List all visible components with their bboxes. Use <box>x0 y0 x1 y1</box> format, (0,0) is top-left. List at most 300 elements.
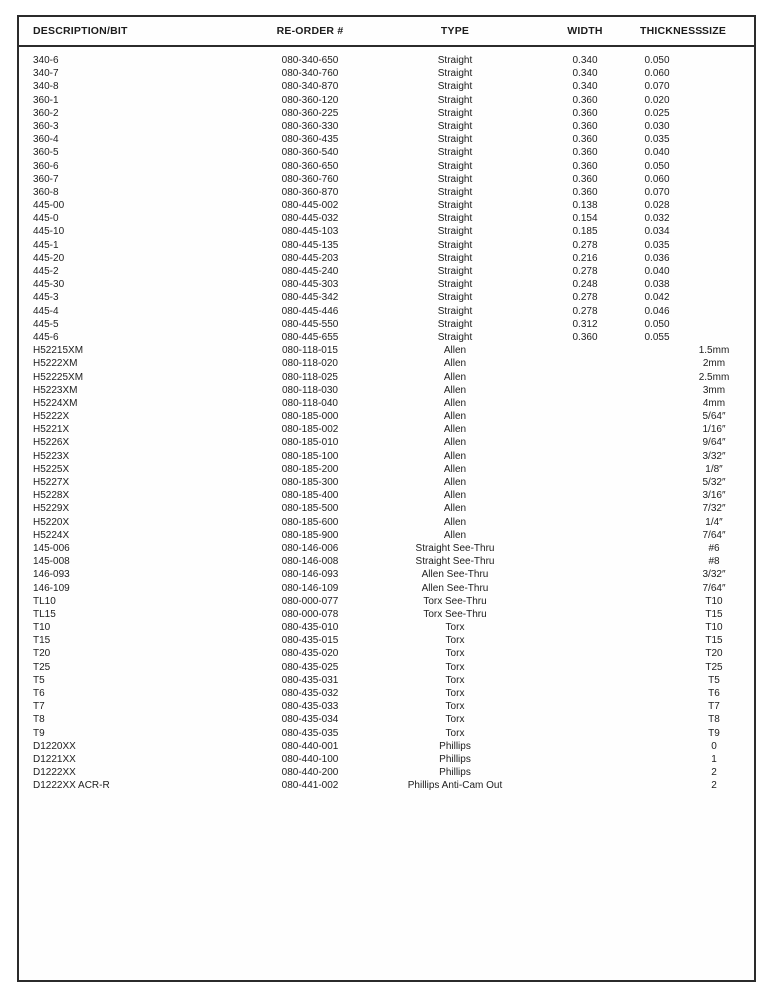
cell-description: H5227X <box>33 477 70 488</box>
table-row <box>19 94 754 107</box>
cell-type: Straight <box>437 331 473 343</box>
cell-thickness <box>640 555 674 568</box>
cell-thickness: 0.050 <box>644 55 670 66</box>
cell-width <box>530 436 640 449</box>
cell-width <box>530 621 640 634</box>
cell-size <box>674 80 754 93</box>
cell-description: H5224XM <box>33 397 78 409</box>
cell-width: 0.360 <box>572 186 598 198</box>
cell-width <box>530 397 640 410</box>
cell-size <box>674 331 754 344</box>
cell-reorder-number: 080-360-760 <box>281 173 339 185</box>
cell-description: 340-6 <box>33 55 59 66</box>
table-row <box>19 371 754 384</box>
cell-reorder-number: 080-445-103 <box>281 226 339 238</box>
cell-size: T9 <box>708 727 720 739</box>
table-row <box>19 146 754 159</box>
table-row <box>19 568 754 581</box>
cell-type: Allen See-Thru <box>421 569 489 581</box>
table-row <box>19 54 754 67</box>
cell-thickness: 0.038 <box>644 279 670 291</box>
cell-width <box>530 608 640 621</box>
table-row <box>19 252 754 265</box>
cell-description: T7 <box>33 701 45 713</box>
table-body <box>19 47 754 793</box>
cell-type: Allen <box>443 437 467 449</box>
cell-thickness <box>640 450 674 463</box>
cell-description: 146-093 <box>33 569 70 581</box>
cell-reorder-number: 080-185-300 <box>281 477 339 488</box>
cell-reorder-number: 080-435-010 <box>281 622 339 634</box>
cell-reorder-number: 080-440-100 <box>281 753 339 765</box>
cell-description: TL10 <box>33 595 56 607</box>
table-row <box>19 489 754 502</box>
cell-size: 2.5mm <box>698 371 730 383</box>
table-row <box>19 186 754 199</box>
cell-type: Straight <box>437 81 473 93</box>
cell-type: Allen <box>443 371 467 383</box>
cell-size: T5 <box>708 674 720 686</box>
cell-reorder-number: 080-435-035 <box>281 727 339 739</box>
table-row <box>19 661 754 674</box>
cell-type: Allen See-Thru <box>421 582 489 594</box>
cell-width: 0.340 <box>572 55 598 66</box>
cell-thickness: 0.046 <box>644 305 670 317</box>
cell-description: 445-3 <box>33 292 59 304</box>
cell-thickness <box>640 344 674 357</box>
cell-description: T9 <box>33 727 45 739</box>
cell-type: Straight <box>437 239 473 251</box>
cell-type: Allen <box>443 345 467 357</box>
cell-width: 0.278 <box>572 266 598 277</box>
cell-size: 0 <box>711 740 717 752</box>
table-row <box>19 674 754 687</box>
cell-size <box>674 107 754 120</box>
cell-reorder-number: 080-185-900 <box>281 529 339 541</box>
table-row <box>19 476 754 489</box>
cell-width: 0.248 <box>572 279 598 291</box>
cell-reorder-number: 080-118-040 <box>282 397 338 409</box>
cell-size: 1/8″ <box>705 463 723 475</box>
cell-description: 445-2 <box>33 266 59 277</box>
cell-thickness <box>640 740 674 753</box>
table-row <box>19 265 754 278</box>
cell-width <box>530 568 640 581</box>
table-row <box>19 67 754 80</box>
cell-reorder-number: 080-435-032 <box>281 688 339 699</box>
cell-reorder-number: 080-118-015 <box>282 345 338 357</box>
cell-type: Straight See-Thru <box>415 556 495 568</box>
cell-type: Straight <box>437 279 473 291</box>
cell-description: 360-8 <box>33 186 59 198</box>
cell-size: 5/32″ <box>702 477 726 488</box>
cell-size: T25 <box>705 661 723 673</box>
cell-description: H5220X <box>33 516 70 528</box>
cell-size: 9/64″ <box>702 437 726 449</box>
cell-width: 0.360 <box>572 120 598 132</box>
cell-thickness <box>640 516 674 529</box>
cell-size: T6 <box>708 688 720 699</box>
cell-description: 360-6 <box>33 160 59 172</box>
cell-reorder-number: 080-118-030 <box>282 384 338 396</box>
cell-width <box>530 371 640 384</box>
table-row <box>19 133 754 146</box>
cell-description: D1222XX ACR-R <box>33 780 110 792</box>
cell-type: Torx <box>445 635 465 647</box>
cell-size <box>674 239 754 252</box>
cell-description: D1222XX <box>33 767 76 779</box>
cell-reorder-number: 080-440-001 <box>281 740 339 752</box>
col-header-size: SIZE <box>701 25 727 37</box>
cell-thickness <box>640 727 674 740</box>
cell-size: 3/16″ <box>702 490 726 502</box>
cell-description: 445-00 <box>33 200 65 212</box>
cell-type: Straight <box>437 292 473 304</box>
table-row <box>19 239 754 252</box>
cell-type: Allen <box>443 529 467 541</box>
table-row <box>19 436 754 449</box>
cell-reorder-number: 080-360-435 <box>281 134 339 146</box>
cell-reorder-number: 080-118-025 <box>282 371 338 383</box>
cell-reorder-number: 080-445-203 <box>281 252 339 264</box>
cell-reorder-number: 080-146-109 <box>281 582 339 594</box>
cell-description: H5222X <box>33 411 70 423</box>
cell-thickness: 0.070 <box>644 81 670 93</box>
cell-size: 4mm <box>702 397 726 409</box>
table-row <box>19 160 754 173</box>
cell-type: Allen <box>443 424 467 436</box>
cell-reorder-number: 080-185-000 <box>281 411 339 423</box>
cell-size: 1/16″ <box>702 424 726 436</box>
cell-thickness <box>640 542 674 555</box>
cell-width: 0.278 <box>572 305 598 317</box>
cell-thickness <box>640 529 674 542</box>
table-row <box>19 687 754 700</box>
cell-width: 0.340 <box>572 81 598 93</box>
cell-type: Allen <box>443 450 467 462</box>
table-row <box>19 305 754 318</box>
cell-type: Straight <box>437 266 473 277</box>
cell-size: 5/64″ <box>702 411 726 423</box>
cell-description: H5221X <box>33 424 70 436</box>
cell-reorder-number: 080-000-077 <box>281 595 339 607</box>
cell-description: H52225XM <box>33 371 84 383</box>
table-row <box>19 647 754 660</box>
cell-width: 0.360 <box>572 107 598 119</box>
cell-thickness: 0.050 <box>644 160 670 172</box>
cell-reorder-number: 080-185-600 <box>281 516 339 528</box>
cell-reorder-number: 080-146-008 <box>281 556 339 568</box>
table-row <box>19 542 754 555</box>
cell-width <box>530 423 640 436</box>
cell-thickness <box>640 779 674 792</box>
cell-reorder-number: 080-146-093 <box>281 569 339 581</box>
cell-type: Phillips Anti-Cam Out <box>407 780 503 792</box>
cell-type: Straight <box>437 94 473 106</box>
cell-type: Allen <box>443 503 467 515</box>
cell-size: 3/32″ <box>702 450 726 462</box>
cell-width <box>530 410 640 423</box>
cell-type: Straight <box>437 318 473 330</box>
cell-size <box>674 291 754 304</box>
cell-width <box>530 753 640 766</box>
cell-type: Torx <box>445 674 465 686</box>
cell-description: 445-30 <box>33 279 65 291</box>
table-row <box>19 582 754 595</box>
cell-width <box>530 647 640 660</box>
cell-description: 445-5 <box>33 318 59 330</box>
cell-thickness <box>640 713 674 726</box>
cell-description: 340-8 <box>33 81 59 93</box>
cell-width <box>530 357 640 370</box>
cell-size: 7/64″ <box>702 529 726 541</box>
cell-description: 146-109 <box>33 582 70 594</box>
cell-reorder-number: 080-360-650 <box>281 160 339 172</box>
cell-thickness: 0.034 <box>644 226 670 238</box>
cell-thickness <box>640 476 674 489</box>
cell-width <box>530 661 640 674</box>
cell-width: 0.278 <box>572 292 598 304</box>
cell-description: 445-10 <box>33 226 65 238</box>
cell-thickness <box>640 410 674 423</box>
cell-reorder-number: 080-445-342 <box>281 292 339 304</box>
cell-reorder-number: 080-185-200 <box>281 463 339 475</box>
cell-size: T10 <box>705 595 723 607</box>
cell-type: Phillips <box>439 740 471 752</box>
cell-type: Straight <box>437 305 473 317</box>
cell-thickness: 0.055 <box>644 331 670 343</box>
cell-description: D1221XX <box>33 753 76 765</box>
cell-type: Phillips <box>439 767 471 779</box>
cell-width: 0.360 <box>572 134 598 146</box>
table-row <box>19 608 754 621</box>
table-row <box>19 318 754 331</box>
cell-width <box>530 674 640 687</box>
table-row <box>19 80 754 93</box>
cell-description: T5 <box>33 674 45 686</box>
cell-width <box>530 502 640 515</box>
cell-size <box>674 133 754 146</box>
cell-size <box>674 265 754 278</box>
cell-width <box>530 634 640 647</box>
table-row <box>19 384 754 397</box>
cell-description: 145-008 <box>33 556 70 568</box>
cell-width: 0.360 <box>572 147 598 159</box>
table-row <box>19 740 754 753</box>
cell-reorder-number: 080-340-650 <box>281 55 339 66</box>
cell-type: Allen <box>443 463 467 475</box>
cell-size: 7/32″ <box>702 503 726 515</box>
cell-size: 7/64″ <box>702 582 726 594</box>
cell-width: 0.154 <box>572 213 598 225</box>
cell-thickness: 0.050 <box>644 318 670 330</box>
cell-type: Straight <box>437 160 473 172</box>
cell-description: H5226X <box>33 437 70 449</box>
cell-thickness <box>640 766 674 779</box>
cell-size <box>674 278 754 291</box>
cell-size: 1/4″ <box>705 516 723 528</box>
cell-type: Straight <box>437 134 473 146</box>
cell-thickness: 0.040 <box>644 147 670 159</box>
cell-thickness <box>640 463 674 476</box>
cell-description: 445-0 <box>33 213 59 225</box>
cell-type: Torx <box>445 701 465 713</box>
cell-width: 0.340 <box>572 68 598 80</box>
cell-type: Allen <box>443 358 467 370</box>
cell-thickness <box>640 647 674 660</box>
cell-description: 360-7 <box>33 173 59 185</box>
cell-reorder-number: 080-360-870 <box>281 186 339 198</box>
cell-width: 0.360 <box>572 94 598 106</box>
cell-size: T15 <box>705 635 723 647</box>
cell-size: T20 <box>705 648 723 660</box>
cell-type: Straight <box>437 226 473 238</box>
cell-reorder-number: 080-185-010 <box>281 437 339 449</box>
cell-thickness <box>640 502 674 515</box>
cell-width <box>530 516 640 529</box>
cell-width <box>530 489 640 502</box>
cell-size <box>674 160 754 173</box>
cell-description: 445-1 <box>33 239 59 251</box>
cell-type: Torx <box>445 648 465 660</box>
cell-thickness <box>640 621 674 634</box>
col-header-reorder-number: RE-ORDER # <box>276 25 344 37</box>
cell-reorder-number: 080-445-240 <box>281 266 339 277</box>
cell-size: #6 <box>708 542 720 554</box>
cell-reorder-number: 080-445-446 <box>281 305 339 317</box>
cell-type: Allen <box>443 490 467 502</box>
cell-reorder-number: 080-435-025 <box>281 661 339 673</box>
table-row <box>19 516 754 529</box>
table-row <box>19 173 754 186</box>
col-header-type: TYPE <box>440 25 470 37</box>
table-header-row <box>19 17 754 45</box>
cell-thickness <box>640 753 674 766</box>
cell-thickness <box>640 687 674 700</box>
cell-type: Allen <box>443 411 467 423</box>
cell-width: 0.360 <box>572 331 598 343</box>
cell-description: H5224X <box>33 529 70 541</box>
cell-description: TL15 <box>33 608 56 620</box>
cell-size <box>674 120 754 133</box>
cell-description: T15 <box>33 635 51 647</box>
cell-thickness: 0.028 <box>644 200 670 212</box>
cell-width <box>530 450 640 463</box>
cell-size <box>674 318 754 331</box>
cell-width <box>530 595 640 608</box>
cell-size <box>674 54 754 67</box>
cell-description: H5223XM <box>33 384 78 396</box>
cell-type: Torx See-Thru <box>423 595 487 607</box>
table-row <box>19 450 754 463</box>
cell-size: 2 <box>711 767 717 779</box>
cell-description: 360-5 <box>33 147 59 159</box>
cell-thickness <box>640 436 674 449</box>
cell-description: H5228X <box>33 490 70 502</box>
cell-size <box>674 146 754 159</box>
cell-size: T8 <box>708 714 720 726</box>
cell-type: Straight <box>437 55 473 66</box>
cell-thickness: 0.042 <box>644 292 670 304</box>
cell-width <box>530 740 640 753</box>
cell-type: Torx <box>445 714 465 726</box>
cell-type: Torx <box>445 622 465 634</box>
cell-reorder-number: 080-435-015 <box>281 635 339 647</box>
cell-reorder-number: 080-435-020 <box>281 648 339 660</box>
table-row <box>19 410 754 423</box>
cell-type: Torx <box>445 727 465 739</box>
cell-description: T25 <box>33 661 51 673</box>
cell-size <box>674 186 754 199</box>
cell-thickness <box>640 661 674 674</box>
cell-size: 2mm <box>702 358 726 370</box>
cell-thickness <box>640 608 674 621</box>
cell-reorder-number: 080-360-225 <box>281 107 339 119</box>
cell-thickness: 0.060 <box>644 68 670 80</box>
table-row <box>19 766 754 779</box>
cell-reorder-number: 080-185-400 <box>281 490 339 502</box>
cell-width: 0.216 <box>572 252 598 264</box>
cell-size: 3mm <box>702 384 726 396</box>
cell-size: 1.5mm <box>698 345 730 357</box>
cell-width <box>530 344 640 357</box>
cell-type: Allen <box>443 384 467 396</box>
table-row <box>19 357 754 370</box>
cell-width <box>530 529 640 542</box>
cell-type: Straight <box>437 107 473 119</box>
cell-type: Torx <box>445 661 465 673</box>
cell-width: 0.360 <box>572 173 598 185</box>
cell-description: 445-4 <box>33 305 59 317</box>
cell-thickness: 0.070 <box>644 186 670 198</box>
table-row <box>19 555 754 568</box>
cell-thickness: 0.020 <box>644 94 670 106</box>
cell-size <box>674 67 754 80</box>
cell-size <box>674 94 754 107</box>
cell-size: T10 <box>705 622 723 634</box>
cell-description: 360-2 <box>33 107 59 119</box>
cell-type: Torx See-Thru <box>423 608 487 620</box>
cell-reorder-number: 080-185-002 <box>281 424 339 436</box>
cell-reorder-number: 080-445-550 <box>281 318 339 330</box>
table-row <box>19 595 754 608</box>
cell-reorder-number: 080-445-303 <box>281 279 339 291</box>
cell-description: 445-20 <box>33 252 65 264</box>
cell-reorder-number: 080-185-100 <box>281 450 339 462</box>
cell-description: D1220XX <box>33 740 76 752</box>
cell-thickness <box>640 568 674 581</box>
cell-width: 0.278 <box>572 239 598 251</box>
cell-thickness <box>640 634 674 647</box>
cell-reorder-number: 080-445-655 <box>281 331 339 343</box>
cell-reorder-number: 080-185-500 <box>281 503 339 515</box>
cell-thickness <box>640 700 674 713</box>
table-row <box>19 779 754 792</box>
cell-width <box>530 542 640 555</box>
cell-type: Allen <box>443 397 467 409</box>
table-row <box>19 634 754 647</box>
cell-width <box>530 713 640 726</box>
cell-reorder-number: 080-435-031 <box>281 674 339 686</box>
cell-reorder-number: 080-360-330 <box>281 120 339 132</box>
cell-thickness <box>640 357 674 370</box>
cell-thickness <box>640 595 674 608</box>
table-row <box>19 225 754 238</box>
cell-description: H5223X <box>33 450 70 462</box>
cell-thickness <box>640 489 674 502</box>
cell-size: #8 <box>708 556 720 568</box>
cell-description: 360-4 <box>33 134 59 146</box>
